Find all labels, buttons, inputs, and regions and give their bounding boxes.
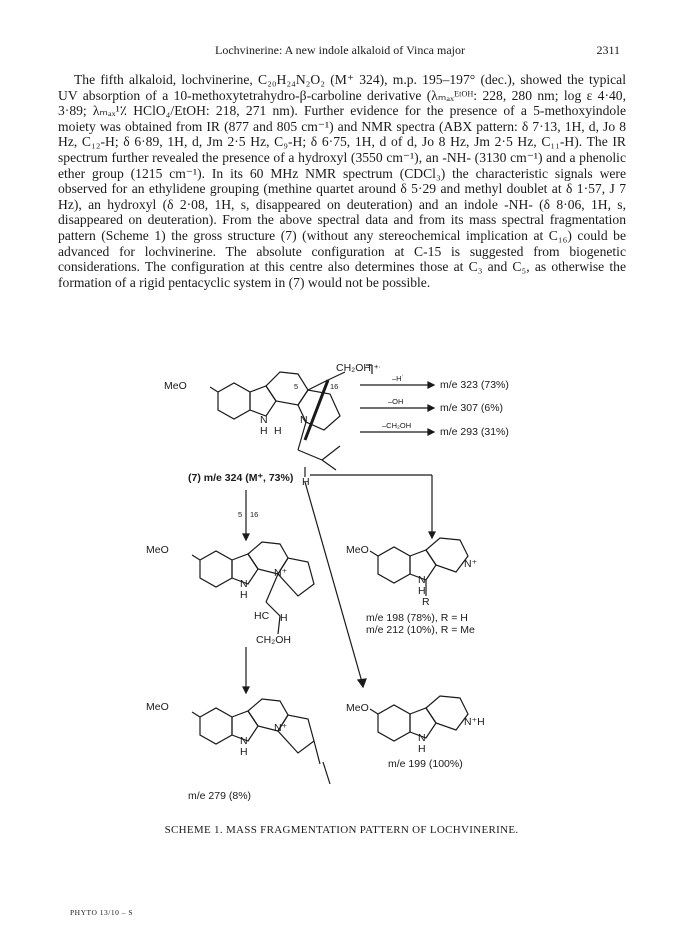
h-label-mid-left: H [240,589,248,601]
h-label-bottom-right: H [418,743,426,755]
bottom-right-label: m/e 199 (100%) [388,758,463,770]
rearr-right-label: 16 [250,510,259,519]
bond-ethylidene-b [322,460,336,470]
nh-bottom-right: N⁺H [464,716,485,728]
path-head-left-bottom [243,687,249,693]
bond-vinyl-2 [323,762,330,784]
path-head-right-mid [429,532,435,538]
h-label-bottom-left: H [240,746,248,758]
ch2oh-mid-left: CH₂OH [256,634,291,646]
path-head-left-mid [243,534,249,540]
arrow-head-2 [428,405,434,411]
page-footer: PHYTO 13/10 – S [70,908,133,917]
bond-meo-mid-right [370,551,378,556]
result-label-1: m/e 323 (73%) [440,379,509,391]
h-sub-label: H [280,612,288,624]
pos16-label: 16 [330,382,339,391]
d-ring-bottom-left [278,715,314,753]
nplus-mid-left: N⁺ [274,567,288,579]
loss-label-2: –OH [388,397,404,406]
loss-label-1: –H˙ [392,374,405,383]
bottom-left-label: m/e 279 (8%) [188,790,252,802]
rearr-left-label: 5 [238,510,243,519]
ch2oh-top: CH₂OH [336,362,371,374]
bond-meo-bottom-right [370,709,378,714]
meo-label-bottom-right: MeO [346,702,369,714]
benzene-ring-mid-left [200,551,232,587]
pos5-label: 5 [294,382,299,391]
compound-7-label: (7) m/e 324 (M⁺, 73%) [188,472,294,484]
meo-label-top: MeO [164,380,187,392]
nplus-bottom-left: N⁺ [274,722,288,734]
page-number: 2311 [596,43,620,57]
result-label-2: m/e 307 (6%) [440,402,504,414]
path-head-diagonal [358,679,366,687]
bridge-bond [305,380,328,440]
pyrrole-ring-top [250,386,276,416]
n-label-top-2: N [300,414,308,426]
bond-ethylidene-a [322,446,340,460]
loss-label-3: –CH₂OH [382,421,412,430]
benzene-ring-bottom-left [200,708,232,744]
mid-right-line2: m/e 212 (10%), R = Me [366,624,475,636]
n-label-mid-right: N [418,574,426,586]
scheme-caption: SCHEME 1. MASS FRAGMENTATION PATTERN OF LOCHVINERINE. [164,824,519,836]
bond-lower [298,450,322,460]
benzene-ring-bottom-right [378,705,410,741]
h-label-bottom: H [302,476,310,488]
benzene-ring-mid-right [378,547,410,583]
result-label-3: m/e 293 (31%) [440,426,509,438]
body-paragraph: The fifth alkaloid, lochvinerine, C₂₀H₂₄N₂O₂ (M⁺ 324), m.p. 195–197° (dec.), showed the typical UV absorption of a 10-methoxytetrahydro-β-carboline derivative (λₘₐₓᴱᵗᴼᴴ: 228, 280 nm; log ε 4·40, 3·89; λₘₐₓ¹٪ HClO₄/EtOH: 218, 271 nm). Further evidence for the presence of a 5-methoxyindole moiety was obtained from IR (877 and 805 cm⁻¹) and NMR spectra (ABX pattern: δ 7·13, 1H, d, Jo 8 Hz, C₁₂-H; δ 6·89, 1H, d, Jm 2·5 Hz, C₉-H; δ 6·75, 1H, d of d, Jo 8 Hz, Jm 2·5 Hz, C₁₁-H). The IR spectrum further revealed the presence of a hydroxyl (3550 cm⁻¹), an -NH- (3130 cm⁻¹) and a phenolic ether group (1215 cm⁻¹). In its 60 MHz NMR spectrum (CDCl₃) the characteristic signals were observed for an ethylidene grouping (methine quartet around δ 5·29 and methyl doublet at δ 1·57, J 7 Hz), an hydroxyl (δ 2·08, 1H, s, disappeared on deuteration) and an indole -NH- (δ 8·06, 1H, s, disappeared on deuteration). From the above spectral data and from its mass spectral fragmentation pattern (Scheme 1) the gross structure (7) (without any stereochemical implication at C₁₆) could be advanced for lochvinerine. The absolute configuration at C-15 is suggested from biogenetic considerations. The configuration at this centre also determines those at C₃ and C₅, as otherwise the formation of a rigid pentacyclic system in (7) would not be possible. [58,72,626,290]
hc-label: HC [254,610,270,622]
bond-c3 [298,422,306,450]
meo-label-mid-right: MeO [346,544,369,556]
bond-meo-top [210,387,218,392]
n-label-top: N [260,414,268,426]
bond-meo-bottom-left [192,712,200,717]
n-label-mid-left: N [240,578,248,590]
nh-h-label-top: H [260,425,268,437]
n-label-bottom-left: N [240,735,248,747]
radical-cation: +· [374,362,381,371]
arrow-head-1 [428,382,434,388]
h-label-mid-right: H [418,585,426,597]
running-title: Lochvinerine: A new indole alkaloid of Vinca major [215,43,465,57]
benzene-ring-top [218,383,250,419]
n-label-bottom-right: N [418,732,426,744]
bond-meo-mid-left [192,555,200,560]
arrow-head-3 [428,429,434,435]
r-label: R [422,596,430,608]
mid-right-line1: m/e 198 (78%), R = H [366,612,468,624]
pyridine-ring-mid-right [426,538,468,572]
pyridine-ring-bottom-right [426,696,468,730]
h-label-top: H [274,425,282,437]
scheme-figure [146,362,540,812]
bond-vinyl-1 [314,741,320,764]
meo-label-mid-left: MeO [146,544,169,556]
running-header [60,43,620,59]
nplus-mid-right: N⁺ [464,558,478,570]
meo-label-bottom-left: MeO [146,701,169,713]
